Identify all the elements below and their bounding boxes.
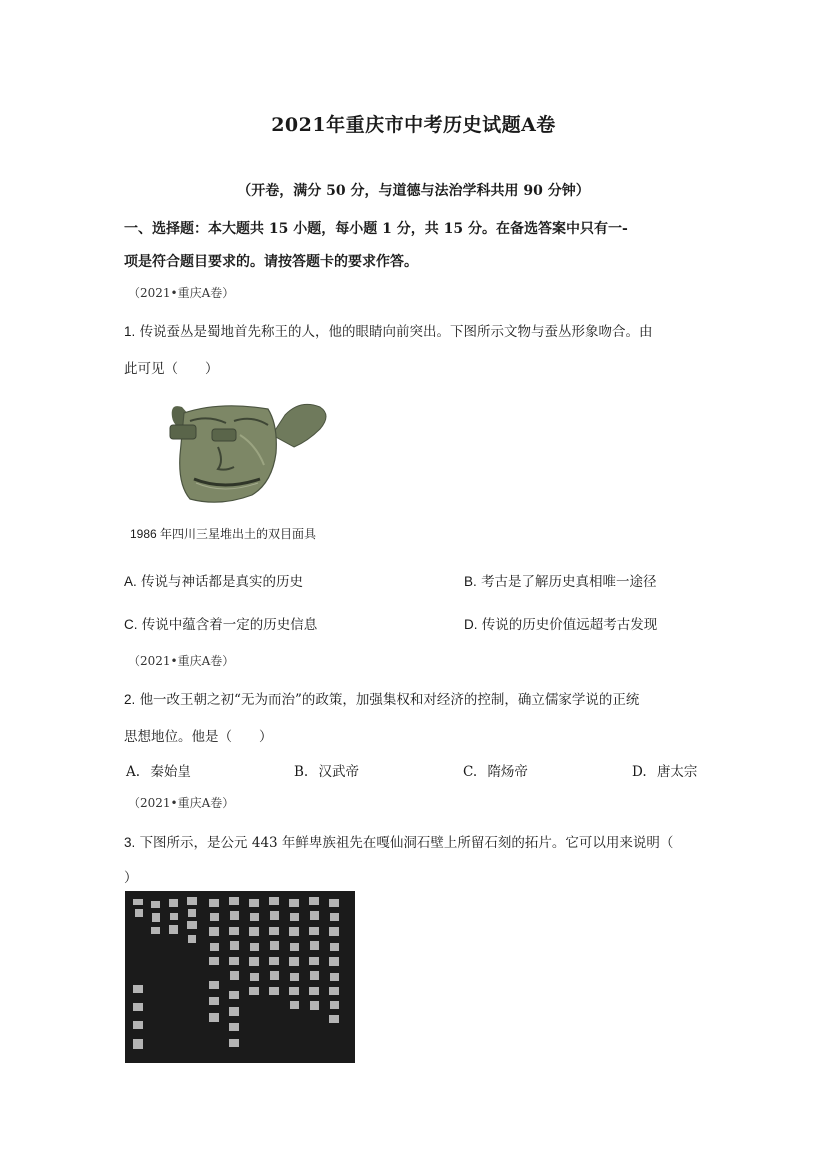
question-2-stem: 他一改王朝之初“无为而治”的政策，加强集权和对经济的控制，确立儒家学说的正统 xyxy=(139,692,640,708)
bronze-mask-image xyxy=(160,395,335,510)
question-1-text-line2: 此可见（ ） xyxy=(124,361,219,377)
question-1-source: （2021•重庆A卷） xyxy=(128,286,235,300)
stone-rubbing-image xyxy=(125,891,355,1063)
question-2-number: 2. xyxy=(124,692,136,707)
question-3-stem: 下图所示，是公元 443 年鲜卑族祖先在嘎仙洞石壁上所留石刻的拓片。它可以用来说明（ xyxy=(139,835,674,851)
exam-subtitle: （开卷，满分 50 分，与道德与法治学科共用 90 分钟） xyxy=(237,183,590,199)
question-1-number: 1. xyxy=(124,324,136,339)
option-label: B. xyxy=(464,574,477,589)
option-text: 汉武帝 xyxy=(318,764,360,780)
option-label: C. xyxy=(124,617,138,632)
page-title: 2021年重庆市中考历史试题A卷 xyxy=(271,114,556,136)
question-3-number: 3. xyxy=(124,835,136,850)
question-2-text-line2: 思想地位。他是（ ） xyxy=(124,729,273,745)
question-2-option-a xyxy=(126,760,191,780)
option-text: 传说中蕴含着一定的历史信息 xyxy=(141,617,318,633)
option-label: D. xyxy=(632,764,647,780)
option-label: A. xyxy=(124,574,137,589)
option-label: B. xyxy=(294,764,309,780)
question-2-option-d xyxy=(632,760,697,780)
question-1-option-d xyxy=(464,613,657,633)
option-label: A. xyxy=(126,764,141,780)
question-3-text-line1 xyxy=(124,831,673,851)
option-text: 唐太宗 xyxy=(656,764,698,780)
section-heading-line2: 项是符合题目要求的。请按答题卡的要求作答。 xyxy=(124,254,418,270)
question-1-stem: 传说蚕丛是蜀地首先称王的人，他的眼睛向前突出。下图所示文物与蚕丛形象吻合。由 xyxy=(139,324,653,340)
question-2-text-line1 xyxy=(124,688,639,708)
option-text: 传说的历史价值远超考古发现 xyxy=(481,617,658,633)
option-text: 传说与神话都是真实的历史 xyxy=(141,574,304,590)
question-1-option-a xyxy=(124,570,303,590)
option-label: C. xyxy=(463,764,478,780)
question-2-source: （2021•重庆A卷） xyxy=(128,654,235,668)
question-2-option-c xyxy=(463,760,528,780)
option-text: 考古是了解历史真相唯一途径 xyxy=(481,574,657,590)
option-text: 秦始皇 xyxy=(150,764,191,780)
question-1-text-line1 xyxy=(124,320,653,340)
question-2-option-b xyxy=(294,760,359,780)
section-heading-line1: 一、选择题：本大题共 15 小题，每小题 1 分，共 15 分。在备选答案中只有一- xyxy=(124,221,628,237)
image-caption: 1986 年四川三星堆出土的双目面具 xyxy=(130,527,317,541)
option-label: D. xyxy=(464,617,478,632)
question-1-option-c xyxy=(124,613,317,633)
option-text: 隋炀帝 xyxy=(487,764,528,780)
question-3-source: （2021•重庆A卷） xyxy=(128,796,235,810)
question-1-option-b xyxy=(464,570,657,590)
question-3-text-line2: ） xyxy=(124,870,138,886)
